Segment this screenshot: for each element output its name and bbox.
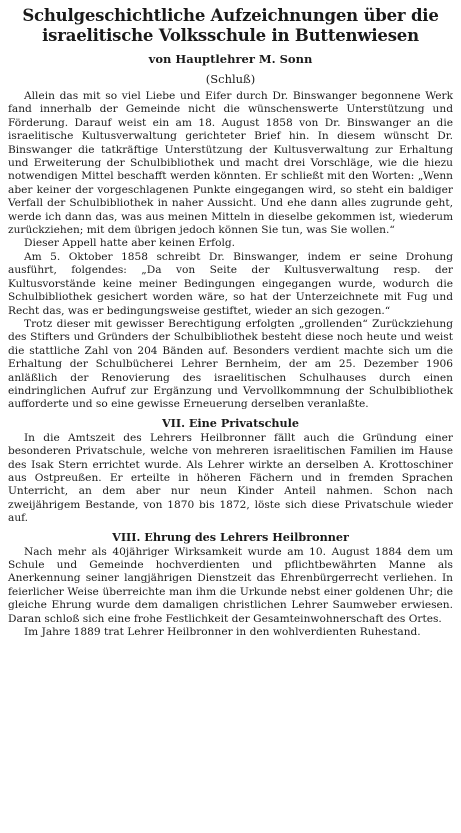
- paragraph: In die Amtszeit des Lehrers Heilbronner fällt auch die Gründung einer besonderen Privatschule, welche von mehreren israelitischen Familien im Hause des Isak Stern errichtet wurde. Als Lehrer wirkte an derselben A. Krottoschiner aus Ostpreußen. Er erteilte in höheren Fächern und in fremden Sprachen Unterricht, an dem aber nur neun Kinder Anteil nahmen. Schon nach zweijährigem Bestande, von 1870 bis 1872, löste sich diese Privatschule wieder auf.: [8, 431, 453, 525]
- article-title: Schulgeschichtliche Aufzeichnungen über die israelitische Volksschule in Buttenwiesen: [22, 6, 439, 45]
- section-heading: VIII. Ehrung des Lehrers Heilbronner: [112, 529, 349, 544]
- paragraph: Dieser Appell hatte aber keinen Erfolg.: [24, 237, 235, 250]
- paragraph: Trotz dieser mit gewisser Berechtigung erfolgten „grollenden“ Zurückziehung des Stifters und Gründers der Schulbibliothek besteht diese noch heute und weist die stattliche Zahl von 204 Bänden auf. Besonders verdient machte sich um die Erhaltung der Schulbücherei Lehrer Bernheim, der am 25. Dezember 1906 anläßlich der Renovierung des israelitischen Schulhauses durch einen eindringlichen Aufruf zur Ergänzung und Vervollkommnung der Schulbibliothek aufforderte und so eine gewisse Erneuerung derselben veranlaßte.: [8, 317, 453, 411]
- paragraph: Am 5. Oktober 1858 schreibt Dr. Binswanger, indem er seine Drohung ausführt, folgendes: „Da von Seite der Kultusverwaltung resp. der Kultusvorstände keine meiner Bedingungen eingegangen wurde, wodurch die Schulbibliothek gesichert worden wäre, so hat der Unterzeichnete mit Fug und Recht das, was er bedingungsweise gestiftet, wieder an sich gezogen.“: [8, 250, 453, 317]
- article-body: [8, 90, 453, 639]
- paragraph: Nach mehr als 40jähriger Wirksamkeit wurde am 10. August 1884 dem um Schule und Gemeinde hochverdienten und pflichtbewährten Manne als Anerkennung seiner langjährigen Dienstzeit das Ehrenbürgerrecht verliehen. In feierlicher Weise überreichte man ihm die Urkunde nebst einer goldenen Uhr; die gleiche Ehrung wurde dem damaligen christlichen Lehrer Saumweber erwiesen. Daran schloß sich eine frohe Festlichkeit der Gesamteinwohnerschaft des Ortes.: [8, 545, 453, 625]
- paragraph: Im Jahre 1889 trat Lehrer Heilbronner in den wohlverdienten Ruhestand.: [24, 626, 421, 639]
- article-subtitle: (Schluß): [205, 72, 256, 86]
- article-author: von Hauptlehrer M. Sonn: [148, 52, 313, 66]
- paragraph: Allein das mit so viel Liebe und Eifer durch Dr. Binswanger begonnene Werk fand innerhalb der Gemeinde nicht die wünschenswerte Unterstützung und Förderung. Darauf weist ein am 18. August 1858 von Dr. Binswanger an die israelitische Kultusverwaltung gerichteter Brief hin. In diesem wünscht Dr. Binswanger die tatkräftige Unterstützung der Kultusverwaltung zur Erhaltung und Erweiterung der Schulbibliothek und macht drei Vorschläge, wie die hiezu notwendigen Mittel beschafft werden könnten. Er schließt mit den Worten: „Wenn aber keiner der vorgeschlagenen Punkte eingegangen wird, so steht ein baldiger Verfall der Schulbibliothek in naher Aussicht. Und ehe dann alles zugrunde geht, werde ich dann das, was aus meinen Mitteln in dieselbe gekommen ist, wiederum zurückziehen; mit dem übrigen jedoch können Sie tun, was Sie wollen.“: [8, 90, 453, 237]
- section-heading: VII. Eine Privatschule: [161, 415, 300, 430]
